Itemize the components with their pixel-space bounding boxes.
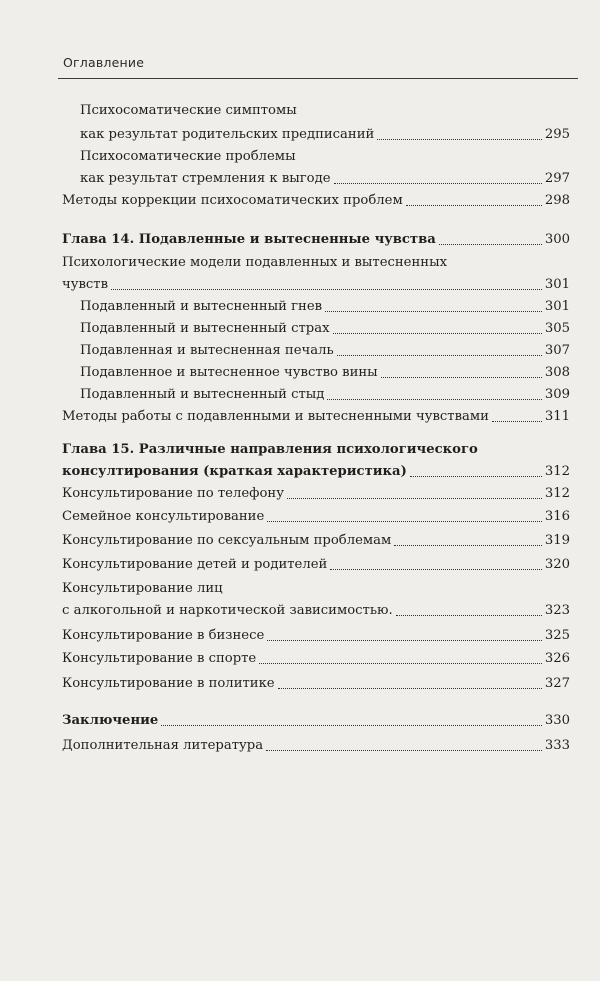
toc-entry[interactable] — [62, 192, 570, 209]
toc-page-number: 325 — [544, 628, 570, 643]
toc-entry[interactable] — [80, 320, 570, 337]
dot-leader — [394, 545, 542, 546]
dot-leader — [377, 139, 542, 140]
running-head: Оглавление — [63, 55, 145, 70]
toc-entry-title: Дополнительная литература — [62, 738, 264, 753]
toc-page-number: 333 — [544, 738, 570, 753]
dot-leader — [327, 399, 541, 400]
dot-leader — [325, 311, 542, 312]
toc-page-number: 326 — [544, 651, 570, 666]
toc-entry[interactable] — [80, 126, 570, 143]
toc-chapter-entry[interactable] — [62, 712, 570, 729]
toc-entry[interactable] — [62, 602, 570, 619]
toc-entry[interactable] — [62, 627, 570, 644]
toc-entry-title: Консультирование детей и родителей — [62, 557, 328, 572]
toc-page-number: 312 — [544, 464, 570, 479]
toc-entry-title: Консультирование в бизнесе — [62, 628, 265, 643]
toc-page-number: 312 — [544, 486, 570, 501]
toc-page-number: 311 — [544, 409, 570, 424]
toc-page-number: 327 — [544, 676, 570, 691]
toc-entry-title: Подавленная и вытесненная печаль — [80, 343, 334, 358]
toc-entry[interactable] — [62, 650, 570, 667]
toc-page-number: 307 — [544, 343, 570, 358]
toc-entry[interactable] — [62, 508, 570, 525]
toc-entry-title: Консультирование в спорте — [62, 651, 257, 666]
toc-entry-title: Консультирование по телефону — [62, 486, 284, 501]
dot-leader — [111, 289, 542, 290]
dot-leader — [161, 725, 542, 726]
dot-leader — [267, 521, 542, 522]
toc-page-number: 295 — [544, 127, 570, 142]
toc-entry-line1: Психологические модели подавленных и вытесненных — [62, 255, 448, 270]
toc-entry-title: как результат родительских предписаний — [80, 127, 375, 142]
toc-page-number: 301 — [544, 299, 570, 314]
toc-chapter-line1: Глава 15. Различные направления психологического — [62, 442, 478, 457]
toc-entry-title: Подавленный и вытесненный стыд — [80, 387, 325, 402]
dot-leader — [287, 498, 542, 499]
toc-page-number: 298 — [544, 193, 570, 208]
toc-entry[interactable] — [80, 364, 570, 381]
dot-leader — [267, 640, 542, 641]
toc-page-number: 305 — [544, 321, 570, 336]
dot-leader — [278, 688, 542, 689]
toc-entry[interactable] — [80, 342, 570, 359]
toc-entry-title: как результат стремления к выгоде — [80, 171, 331, 186]
toc-entry[interactable] — [62, 276, 570, 293]
dot-leader — [333, 333, 542, 334]
toc-entry[interactable] — [62, 675, 570, 692]
toc-chapter-title: Глава 14. Подавленные и вытесненные чувства — [62, 232, 436, 247]
toc-page-number: 316 — [544, 509, 570, 524]
toc-page-number: 309 — [544, 387, 570, 402]
dot-leader — [334, 183, 542, 184]
toc-entry-title: Консультирование в политике — [62, 676, 275, 691]
toc-entry-title: Подавленный и вытесненный страх — [80, 321, 330, 336]
toc-chapter-title: консултирования (краткая характеристика) — [62, 464, 407, 479]
toc-entry-title: Семейное консультирование — [62, 509, 265, 524]
toc-chapter-entry[interactable] — [62, 231, 570, 248]
toc-page-number: 308 — [544, 365, 570, 380]
toc-page-number: 320 — [544, 557, 570, 572]
dot-leader — [439, 244, 542, 245]
dot-leader — [410, 476, 542, 477]
toc-entry-title: Консультирование по сексуальным проблемам — [62, 533, 392, 548]
toc-entry[interactable] — [62, 556, 570, 573]
toc-page-number: 323 — [544, 603, 570, 618]
dot-leader — [266, 750, 542, 751]
toc-page-number: 330 — [544, 713, 570, 728]
toc-entry[interactable] — [62, 737, 570, 754]
dot-leader — [492, 421, 542, 422]
toc-entry[interactable] — [80, 386, 570, 403]
dot-leader — [396, 615, 542, 616]
toc-entry[interactable] — [80, 170, 570, 187]
toc-entry[interactable] — [62, 408, 570, 425]
toc-entry-line1: Психосоматические проблемы — [80, 149, 296, 164]
toc-page-number: 319 — [544, 533, 570, 548]
toc-entry[interactable] — [62, 485, 570, 502]
dot-leader — [406, 205, 542, 206]
toc-chapter-entry[interactable] — [62, 463, 570, 480]
toc-page-number: 300 — [544, 232, 570, 247]
dot-leader — [330, 569, 542, 570]
dot-leader — [259, 663, 542, 664]
toc-entry-title: с алкогольной и наркотической зависимостью. — [62, 603, 393, 618]
toc-entry-line1: Психосоматические симптомы — [80, 103, 297, 118]
dot-leader — [381, 377, 542, 378]
toc-entry-title: Методы коррекции психосоматических проблем — [62, 193, 403, 208]
toc-entry[interactable] — [80, 298, 570, 315]
toc-entry[interactable] — [62, 532, 570, 549]
toc-page-number: 301 — [544, 277, 570, 292]
dot-leader — [337, 355, 542, 356]
toc-page-number: 297 — [544, 171, 570, 186]
toc-entry-title: чувств — [62, 277, 109, 292]
toc-entry-line1: Консультирование лиц — [62, 581, 223, 596]
toc-chapter-title: Заключение — [62, 713, 159, 728]
toc-entry-title: Подавленный и вытесненный гнев — [80, 299, 323, 314]
toc-entry-title: Методы работы с подавленными и вытесненными чувствами — [62, 409, 489, 424]
toc-entry-title: Подавленное и вытесненное чувство вины — [80, 365, 378, 380]
